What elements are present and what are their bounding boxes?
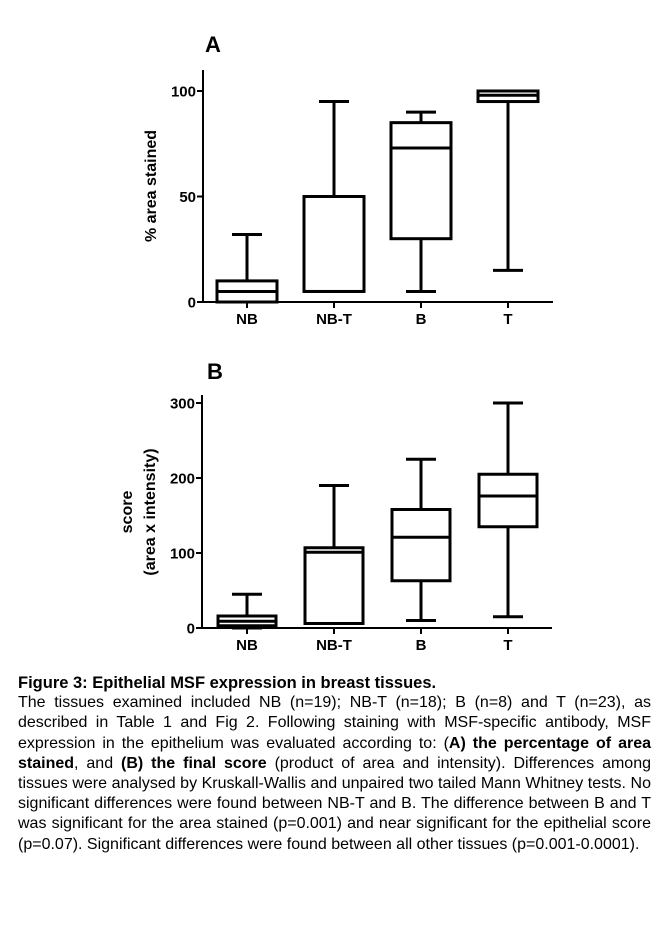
box-nb-t	[305, 486, 363, 624]
box-b	[391, 112, 451, 291]
iqr-box	[392, 510, 450, 581]
y-axis-title: % area stained	[143, 129, 160, 243]
y-tick-label: 0	[186, 620, 195, 638]
y-axis-subtitle: (area x intensity)	[142, 448, 159, 576]
x-category-label: B	[415, 637, 427, 654]
panel-a	[143, 32, 553, 328]
box-nb-t	[304, 102, 364, 292]
caption-bold-a: A) the percentage of area stained	[18, 734, 651, 772]
iqr-box	[391, 123, 451, 239]
box-b	[392, 459, 450, 620]
y-tick-label: 300	[169, 395, 195, 413]
y-tick-label: 0	[187, 294, 196, 312]
box-nb	[218, 594, 276, 628]
y-axis-title: score	[119, 490, 136, 534]
panel-letter: B	[207, 359, 223, 384]
panel-letter: A	[205, 32, 221, 57]
panel-b	[119, 359, 552, 654]
iqr-box	[479, 474, 537, 527]
figure-caption	[18, 673, 651, 855]
iqr-box	[305, 548, 363, 624]
x-category-label: NB-T	[316, 311, 352, 328]
x-category-label: NB-T	[316, 637, 352, 654]
x-category-label: T	[503, 311, 513, 328]
caption-text-3: (product of area and intensity). Differences among tissues were analysed by Kruskall-Wallis and unpaired two tailed Mann Whitney tests. No significant differences were found between NB-T and B. The difference between B and T was significant for the area stained (p=0.001) and near significant for the epithelial score (p=0.07). Significant differences were found between all other tissues (p=0.001-0.0001).	[18, 754, 651, 853]
y-tick-label: 200	[169, 470, 195, 488]
x-category-label: B	[415, 311, 427, 328]
y-tick-label: 100	[170, 83, 196, 101]
box-t	[479, 403, 537, 617]
caption-text-2: , and	[74, 754, 122, 772]
caption-text-1: The tissues examined included NB (n=19); NB-T (n=18); B (n=8) and T (n=23), as described in Table 1 and Fig 2. Following staining with MSF-specific antibody, MSF expression in the epithelium was evaluated according to: (	[18, 694, 651, 752]
y-tick-label: 100	[169, 545, 195, 563]
iqr-box	[304, 197, 364, 292]
x-category-label: NB	[236, 637, 258, 654]
box-nb	[217, 234, 277, 302]
y-tick-label: 50	[179, 189, 196, 206]
caption-bold-b: (B) the final score	[121, 754, 267, 772]
x-category-label: T	[503, 637, 513, 654]
caption-title: Figure 3: Epithelial MSF expression in breast tissues.	[18, 674, 437, 692]
box-t	[478, 91, 538, 270]
x-category-label: NB	[236, 311, 258, 328]
